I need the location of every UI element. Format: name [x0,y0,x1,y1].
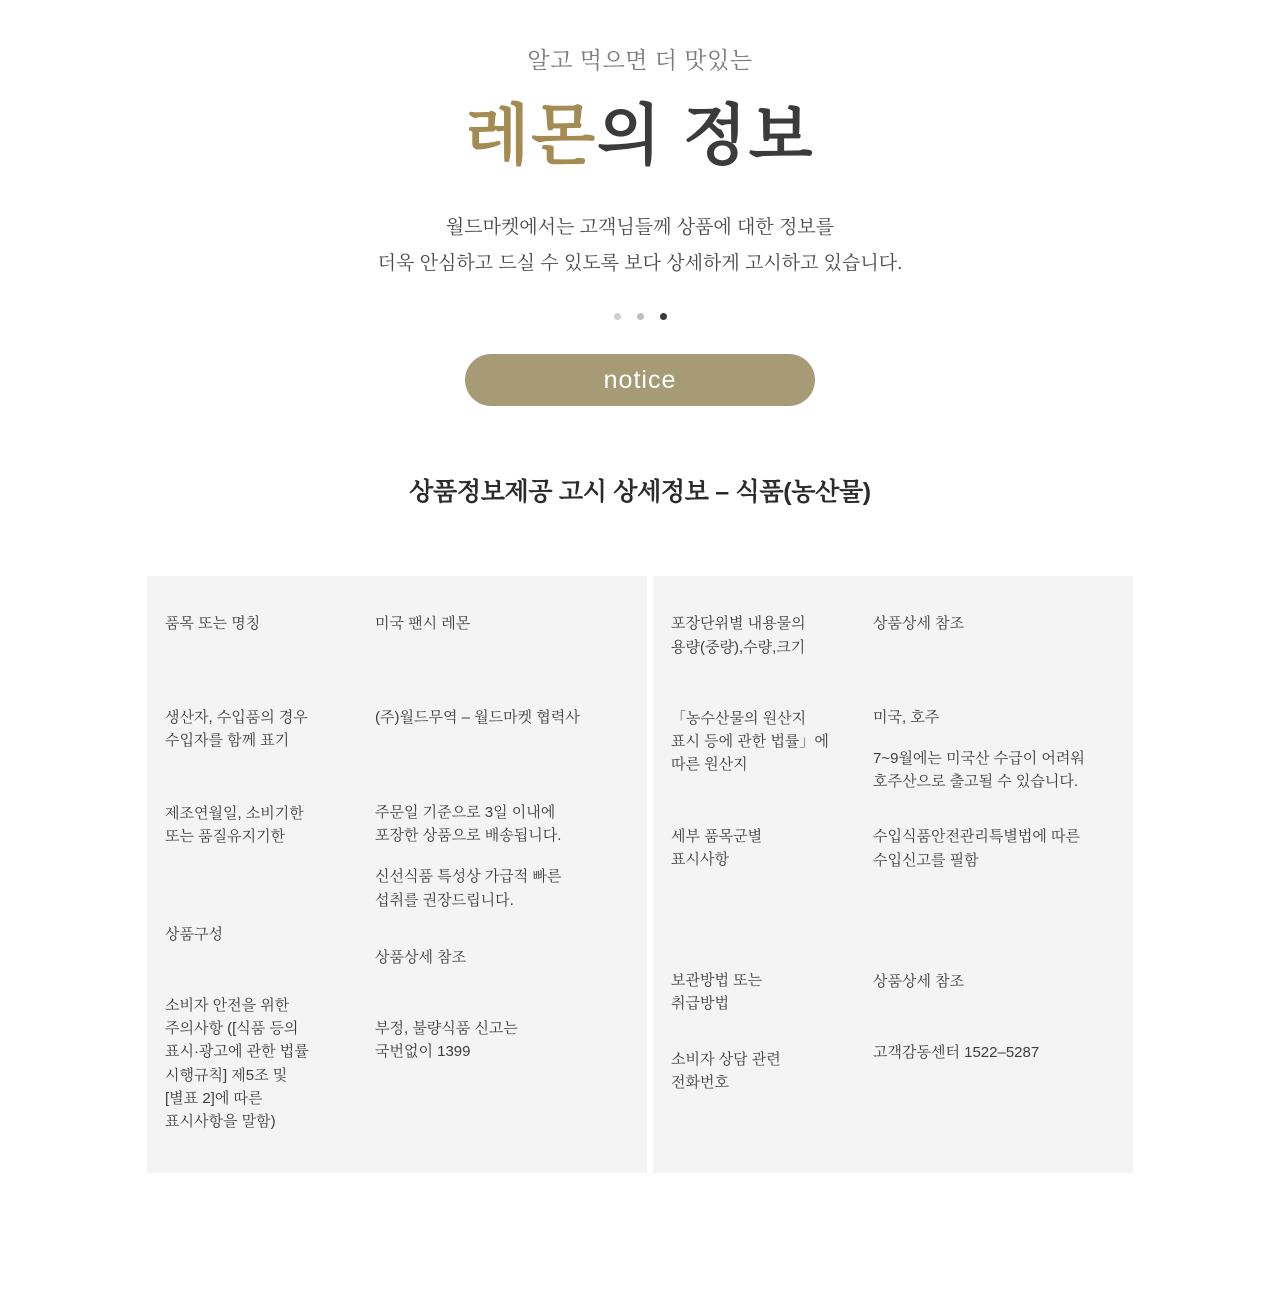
table-row [873,970,1115,993]
table-row [165,994,339,1134]
table-row [375,612,629,635]
cell-text: 상품상세 참조 [873,972,965,990]
cell-text: 고객감동센터 1522–5287 [873,1044,1040,1062]
page-title-rest: 의 정보 [596,98,815,173]
cell-text: 미국 팬시 레몬 [375,615,471,633]
cell-text: 부정, 불량식품 신고는 [375,1020,518,1038]
cell-text: 소비자 안전을 위한 [165,996,290,1014]
table-row [165,706,339,753]
section-title: 상품정보제공 고시 상세정보 – 식품(농산물) [409,478,871,507]
table-row [375,1017,629,1064]
cell-text: 표시사항 [671,850,729,868]
table-row [873,825,1115,872]
cell-text: 상품상세 참조 [375,948,467,966]
table-column-value-2 [855,576,1133,1173]
table-row [671,969,837,1016]
cell-text: 따른 원산지 [671,756,748,774]
hero-description-line-1: 월드마켓에서는 고객님들께 상품에 대한 정보를 [445,217,835,239]
cell-text: 포장한 상품으로 배송됩니다. [375,827,562,845]
cell-text: 취급방법 [671,995,729,1013]
cell-text: 주의사항 ([식품 등의 [165,1020,299,1038]
table-row [873,706,1115,794]
cell-text: 7~9월에는 미국산 수급이 어려워 [873,749,1085,767]
table-row [165,802,339,849]
table-row [671,1048,837,1095]
cell-text: 상품상세 참조 [873,615,965,633]
table-row [873,612,1115,635]
cell-text: 국번없이 1399 [375,1043,471,1061]
cell-text: (주)월드무역 – 월드마켓 협력사 [375,708,580,726]
cell-text: 또는 품질유지기한 [165,828,286,846]
table-row [165,923,339,946]
table-row [375,706,629,729]
cell-text: 표시사항을 말함) [165,1113,276,1131]
cell-text: 표시 등에 관한 법률」에 [671,733,829,751]
cell-text: 표시·광고에 관한 법률 [165,1043,309,1061]
cell-text: 상품구성 [165,925,223,943]
table-row [671,612,837,659]
cell-text: 신선식품 특성상 가급적 빠른 [375,868,562,886]
hero-section [0,44,1280,406]
table-column-label-1 [147,576,357,1173]
table-column-label-2 [653,576,855,1173]
cell-text: 전화번호 [671,1073,729,1091]
cell-text: 수입식품안전관리특별법에 따른 [873,828,1081,846]
cell-text: 제조연월일, 소비기한 [165,805,304,823]
table-column-value-1 [357,576,647,1173]
carousel-dot-3[interactable] [660,313,667,320]
cell-text: 용량(중량),수량,크기 [671,638,806,656]
cell-text: 섭취를 권장드립니다. [375,891,514,909]
notice-button[interactable]: notice [465,354,815,406]
table-row [375,946,629,969]
cell-text: 수입자를 함께 표기 [165,731,290,749]
cell-text: 수입신고를 필함 [873,851,979,869]
product-info-table [147,576,1133,1173]
carousel-dot-1[interactable] [614,313,621,320]
table-row [165,612,339,635]
cell-text: 「농수산물의 원산지 [671,709,807,727]
hero-subtitle: 알고 먹으면 더 맛있는 [527,47,753,73]
cell-text: 미국, 호주 [873,708,940,726]
cell-text: 포장단위별 내용물의 [671,615,806,633]
cell-text: 시행규칙] 제5조 및 [165,1066,288,1084]
cell-text: 생산자, 수입품의 경우 [165,708,308,726]
hero-description-line-2: 더욱 안심하고 드실 수 있도록 보다 상세하게 고시하고 있습니다. [377,253,903,275]
table-row [873,1041,1115,1064]
table-row [671,707,837,777]
page-title [0,98,1280,174]
table-row [671,825,837,872]
cell-text: [별표 2]에 따른 [165,1089,263,1107]
table-row [375,801,629,912]
page-title-accent: 레몬 [465,98,597,173]
cell-text: 소비자 상담 관련 [671,1050,781,1068]
notice-button-wrap [0,354,1280,406]
carousel-dots [0,310,1280,322]
hero-description [0,210,1280,282]
cell-text: 세부 품목군별 [671,827,763,845]
cell-text: 호주산으로 출고될 수 있습니다. [873,773,1079,791]
carousel-dot-2[interactable] [637,313,644,320]
cell-text: 품목 또는 명칭 [165,615,261,633]
cell-text: 주문일 기준으로 3일 이내에 [375,803,556,821]
cell-text: 보관방법 또는 [671,972,763,990]
